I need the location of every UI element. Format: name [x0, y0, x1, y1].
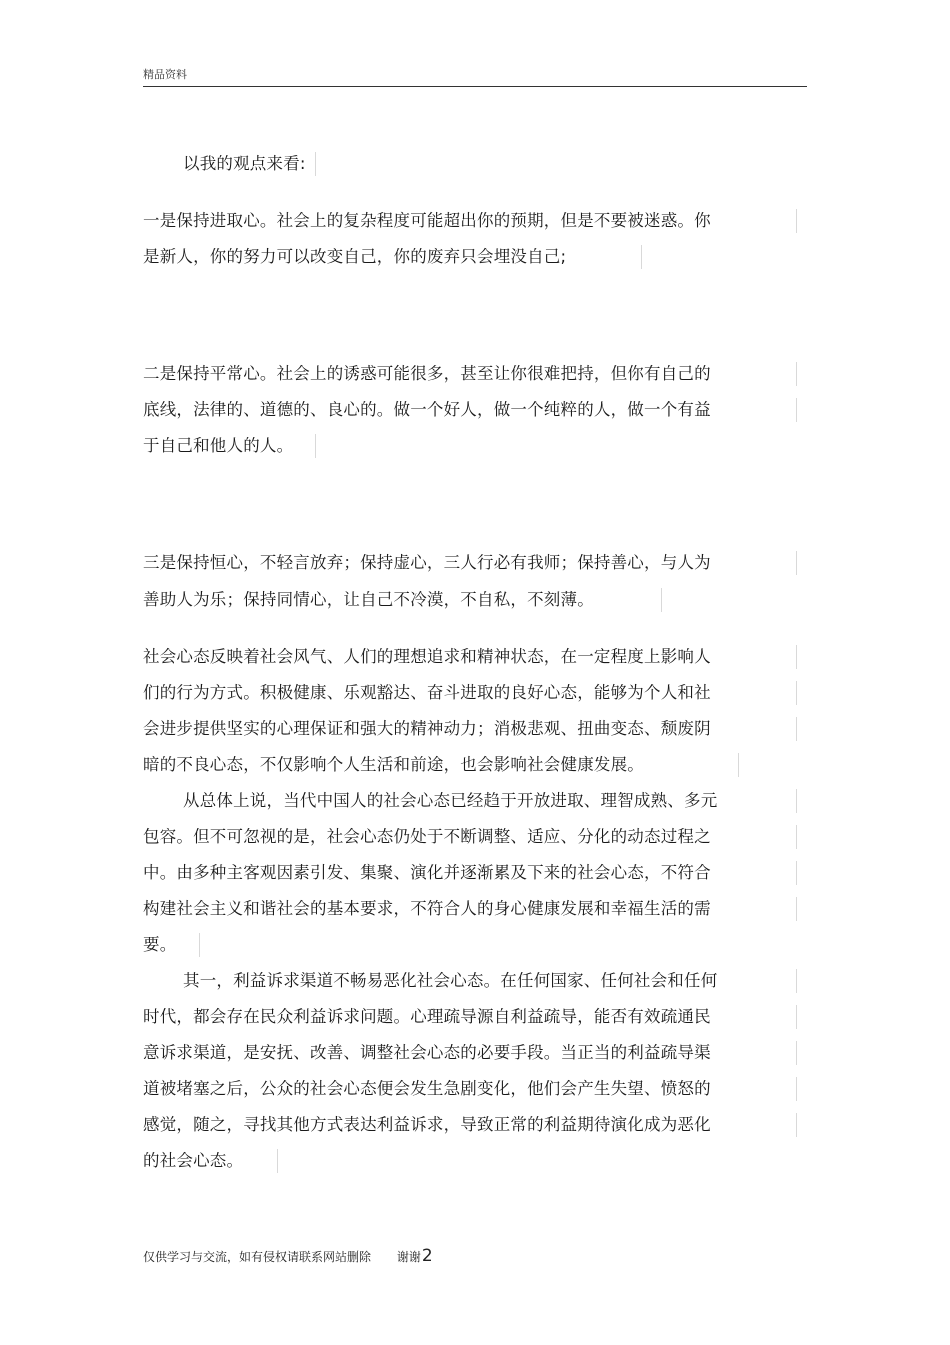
text-line: 是新人，你的努力可以改变自己，你的废弃只会埋没自己; [143, 247, 567, 266]
line-end-marker [661, 588, 662, 612]
line-end-marker [796, 1005, 797, 1029]
text-line: 以我的观点来看: [183, 154, 306, 173]
line-end-marker [796, 1113, 797, 1137]
line-end-marker [796, 825, 797, 849]
text-line: 暗的不良心态，不仅影响个人生活和前途，也会影响社会健康发展。 [143, 755, 644, 774]
text-line: 要。 [143, 935, 177, 954]
line-end-marker [796, 897, 797, 921]
header-label: 精品资料 [143, 68, 187, 81]
line-end-marker [796, 362, 797, 386]
footer-disclaimer: 仅供学习与交流，如有侵权请联系网站删除 [143, 1250, 372, 1264]
line-end-marker [796, 398, 797, 422]
text-line: 们的行为方式。积极健康、乐观豁达、奋斗进取的良好心态，能够为个人和社 [143, 683, 711, 702]
text-line: 二是保持平常心。社会上的诱惑可能很多，甚至让你很难把持，但你有自己的 [143, 364, 711, 383]
line-end-marker [199, 933, 200, 957]
text-line: 底线，法律的、道德的、良心的。做一个好人，做一个纯粹的人，做一个有益 [143, 400, 711, 419]
line-end-marker [796, 645, 797, 669]
text-line: 其一，利益诉求渠道不畅易恶化社会心态。在任何国家、任何社会和任何 [183, 971, 718, 990]
text-line: 包容。但不可忽视的是，社会心态仍处于不断调整、适应、分化的动态过程之 [143, 827, 711, 846]
text-line: 的社会心态。 [143, 1151, 244, 1170]
footer-thanks: 谢谢 [396, 1250, 421, 1264]
line-end-marker [796, 1041, 797, 1065]
line-end-marker [738, 753, 739, 777]
text-line: 道被堵塞之后，公众的社会心态便会发生急剧变化，他们会产生失望、愤怒的 [143, 1079, 711, 1098]
text-line: 中。由多种主客观因素引发、集聚、演化并逐渐累及下来的社会心态，不符合 [143, 863, 711, 882]
text-line: 一是保持进取心。社会上的复杂程度可能超出你的预期，但是不要被迷惑。你 [143, 211, 711, 230]
line-end-marker [641, 245, 642, 269]
text-line: 意诉求渠道，是安抚、改善、调整社会心态的必要手段。当正当的利益疏导渠 [143, 1043, 711, 1062]
page-header [143, 64, 807, 87]
line-end-marker [277, 1149, 278, 1173]
text-line: 会进步提供坚实的心理保证和强大的精神动力；消极悲观、扭曲变态、颓废阴 [143, 719, 711, 738]
text-line: 社会心态反映着社会风气、人们的理想追求和精神状态，在一定程度上影响人 [143, 647, 711, 666]
line-end-marker [796, 1077, 797, 1101]
line-end-marker [315, 152, 316, 176]
text-line: 从总体上说，当代中国人的社会心态已经趋于开放进取、理智成熟、多元 [183, 791, 718, 810]
text-line: 感觉，随之，寻找其他方式表达利益诉求，导致正常的利益期待演化成为恶化 [143, 1115, 711, 1134]
text-line: 构建社会主义和谐社会的基本要求，不符合人的身心健康发展和幸福生活的需 [143, 899, 711, 918]
line-end-marker [796, 551, 797, 575]
text-line: 于自己和他人的人。 [143, 436, 294, 455]
line-end-marker [796, 789, 797, 813]
line-end-marker [796, 969, 797, 993]
text-line: 三是保持恒心，不轻言放弃；保持虚心，三人行必有我师；保持善心，与人为 [143, 553, 711, 572]
text-line: 善助人为乐；保持同情心，让自己不冷漠，不自私，不刻薄。 [143, 590, 594, 609]
line-end-marker [796, 209, 797, 233]
line-end-marker [796, 861, 797, 885]
page-footer [143, 1246, 433, 1266]
text-line: 时代，都会存在民众利益诉求问题。心理疏导源自利益疏导，能否有效疏通民 [143, 1007, 711, 1026]
page-number: 2 [421, 1246, 433, 1266]
line-end-marker [315, 434, 316, 458]
line-end-marker [796, 717, 797, 741]
line-end-marker [796, 681, 797, 705]
